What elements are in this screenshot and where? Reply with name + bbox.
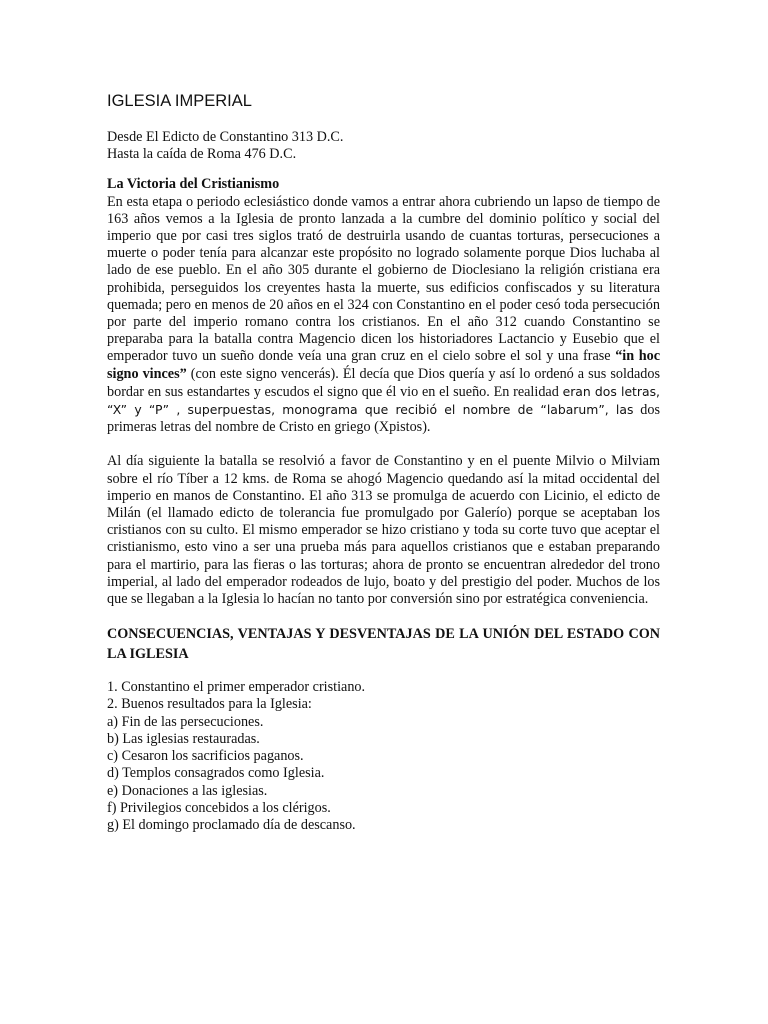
document-body [107,90,660,834]
list-item: f) Privilegios concebidos a los clérigos. [107,799,331,816]
latin-quote: “in hoc signo vinces” [107,348,660,382]
paragraph-text: dos primeras letras del nombre de Cristo en griego (Xpistos). [107,402,660,436]
date-range-to: Hasta la caída de Roma 476 D.C. [107,146,297,163]
date-range-from: Desde El Edicto de Constantino 313 D.C. [107,129,344,145]
paragraph-victoria [107,194,660,437]
list-item: 1. Constantino el primer emperador cristiano. [107,679,366,696]
list-item: d) Templos consagrados como Iglesia. [107,765,325,782]
paragraph-batalla: Al día siguiente la batalla se resolvió a favor de Constantino y en el puente Milvio o Milviam sobre el río Tíber a 12 kms. de Roma se ahogó Magencio quedando así la mitad occidental del imperio en manos de Constantino. El año 313 se promulga de acuerdo con Licinio, el edicto de Milán (el llamado edicto de tolerancia fue promulgado por Galerío) porque se aceptaban los cristianos con su culto. El mismo emperador se hizo cristiano y toda su corte tuvo que aceptar el cristianismo, esto vino a ser una prueba más para aquellos cristianos que e estaban preparando para el martirio, para las fieras o las torturas; ahora de pronto se encuentran alrededor del trono imperial, al lado del emperador rodeados de lujo, boato y del prestigio del poder. Muchos de los que se llegaban a la Iglesia lo hacían no tanto por conversión sino por estratégica conveniencia. [107,453,660,608]
section-heading-consecuencias: CONSECUENCIAS, VENTAJAS Y DESVENTAJAS DE LA UNIÓN DEL ESTADO CON LA IGLESIA [107,626,660,662]
document-title: IGLESIA IMPERIAL [107,92,252,110]
paragraph-text: En esta etapa o periodo eclesiástico donde vamos a entrar ahora cubriendo un lapso de tiempo de 163 años vemos a la Iglesia de pronto lanzada a la cumbre del dominio político y social del imperio que por casi tres siglos trató de destruirla usando de cuantas torturas, persecuciones a muerte o poder tenía para alcanzar este propósito no logrado solamente porque Dios luchaba al lado de ese pueblo. En el año 305 durante el gobierno de Dioclesiano la religión cristiana era prohibida, perseguidos los creyentes hasta la muerte, sus edificios confiscados y su literatura quemada; pero en menos de 20 años en el 324 con Constantino en el poder cesó toda persecución por parte del imperio romano contra los cristianos. En el año 312 cuando Constantino se preparaba para la batalla contra Magencio dicen los historiadores Lactancio y Eusebio que el emperador tuvo un sueño donde veía una gran cruz en el cielo sobre el sol y una frase [107,193,660,365]
list-item: b) Las iglesias restauradas. [107,730,260,747]
list-item: a) Fin de las persecuciones. [107,713,264,730]
list-item: e) Donaciones a las iglesias. [107,782,268,799]
list-item: g) El domingo proclamado día de descanso. [107,816,356,833]
list-item: 2. Buenos resultados para la Iglesia: [107,696,312,713]
list-item: c) Cesaron los sacrificios paganos. [107,748,304,765]
paragraph-text: (con este signo vencerás). Él decía que Dios quería y así lo ordenó a sus soldados bordar en sus estandartes y escudos el signo que él vio en el sueño. En realidad [107,365,660,400]
labarum-text: eran dos letras, “X” y “P” , superpuestas, monograma que recibió el nombre de “labarum”, las [107,383,661,418]
section-heading-victoria: La Victoria del Cristianismo [107,176,280,193]
consequences-list [107,679,660,834]
